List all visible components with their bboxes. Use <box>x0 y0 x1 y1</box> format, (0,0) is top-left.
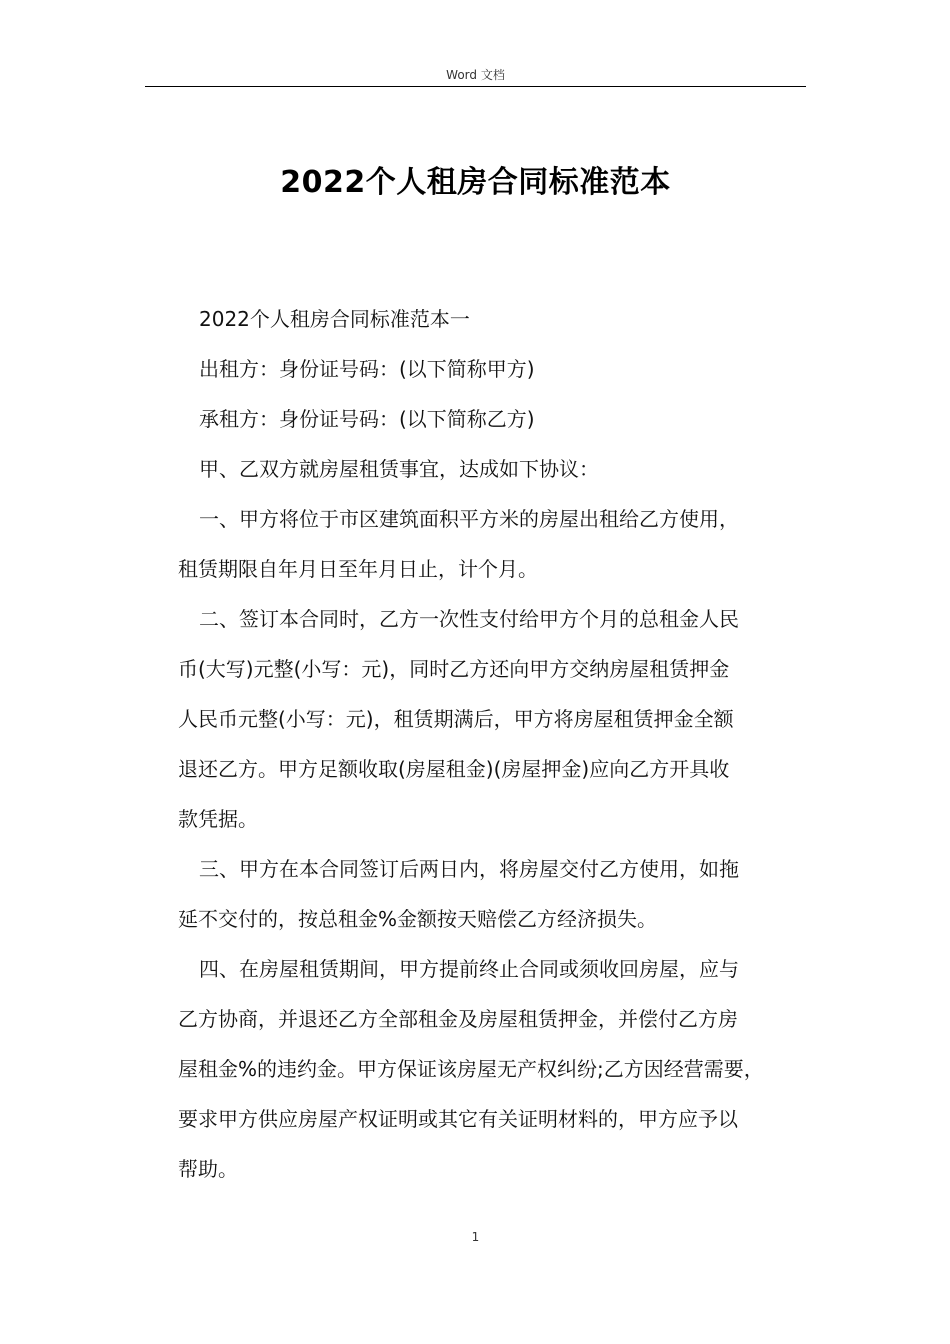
text-line: 出租方：身份证号码：(以下简称甲方) <box>199 357 535 381</box>
text-line: 乙方协商，并退还乙方全部租金及房屋租赁押金，并偿付乙方房 <box>178 1007 738 1031</box>
paragraph <box>178 394 808 444</box>
page-header: Word 文档 <box>446 68 505 82</box>
paragraph-clause-1 <box>178 494 808 594</box>
document-title: 2022个人租房合同标准范本 <box>280 165 671 200</box>
text-line: 承租方：身份证号码：(以下简称乙方) <box>199 407 535 431</box>
text-line: 租赁期限自年月日至年月日止，计个月。 <box>178 557 538 581</box>
text-line: 币(大写)元整(小写：元)，同时乙方还向甲方交纳房屋租赁押金 <box>178 657 730 681</box>
paragraph <box>178 444 808 494</box>
text-line: 退还乙方。甲方足额收取(房屋租金)(房屋押金)应向乙方开具收 <box>178 757 730 781</box>
text-line: 款凭据。 <box>178 807 258 831</box>
text-line: 帮助。 <box>178 1157 238 1181</box>
paragraph <box>178 294 808 344</box>
text-line: 要求甲方供应房屋产权证明或其它有关证明材料的，甲方应予以 <box>178 1107 738 1131</box>
text-line: 一、甲方将位于市区建筑面积平方米的房屋出租给乙方使用， <box>199 507 739 531</box>
paragraph <box>178 344 808 394</box>
paragraph-clause-2 <box>178 594 808 844</box>
paragraph-clause-4 <box>178 944 808 1194</box>
text-line: 延不交付的，按总租金%金额按天赔偿乙方经济损失。 <box>178 907 658 931</box>
text-line: 四、在房屋租赁期间，甲方提前终止合同或须收回房屋，应与 <box>199 957 739 981</box>
text-line: 人民币元整(小写：元)，租赁期满后，甲方将房屋租赁押金全额 <box>178 707 734 731</box>
paragraph-clause-3 <box>178 844 808 944</box>
text-line: 甲、乙双方就房屋租赁事宜，达成如下协议： <box>199 457 599 481</box>
text-line: 二、签订本合同时，乙方一次性支付给甲方个月的总租金人民 <box>199 607 739 631</box>
page-number: 1 <box>471 1230 480 1244</box>
text-line: 2022个人租房合同标准范本一 <box>199 307 470 331</box>
text-line: 屋租金%的违约金。甲方保证该房屋无产权纠纷;乙方因经营需要， <box>178 1057 764 1081</box>
text-line: 三、甲方在本合同签订后两日内，将房屋交付乙方使用，如拖 <box>199 857 739 881</box>
document-body <box>178 294 808 1194</box>
header-divider <box>145 86 806 87</box>
